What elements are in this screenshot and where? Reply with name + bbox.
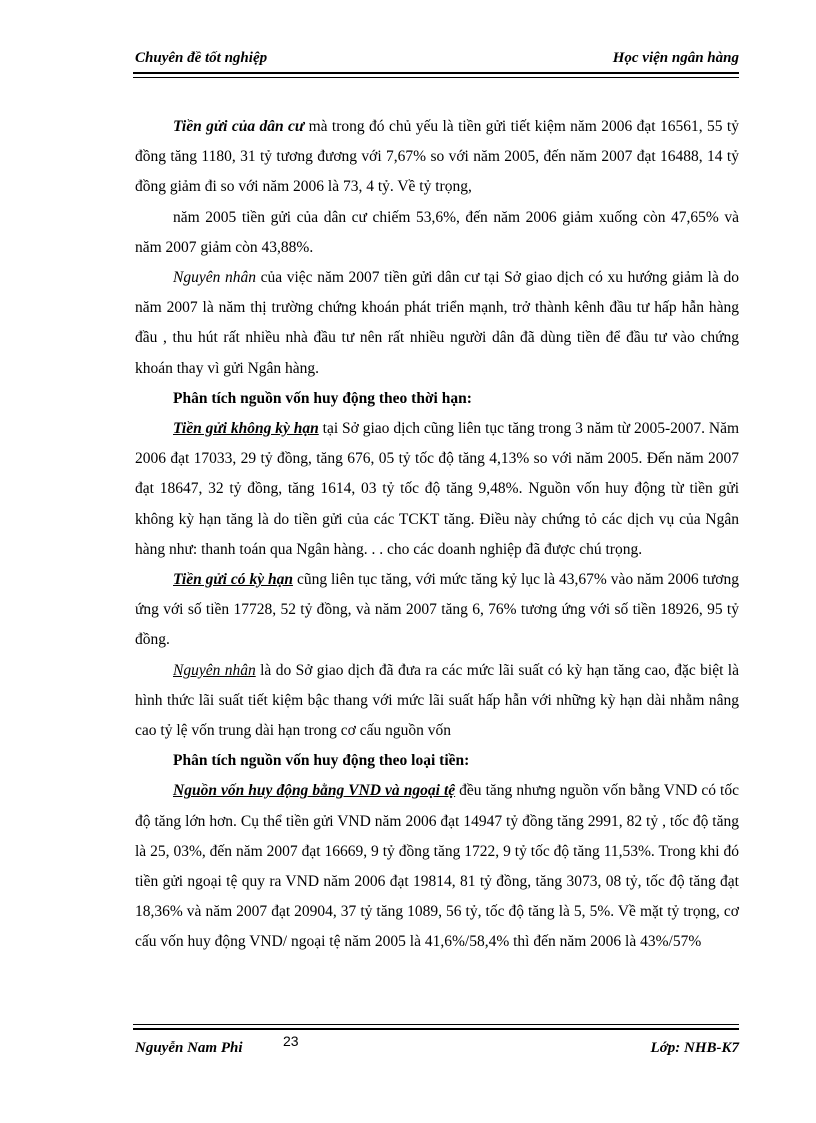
- paragraph-label: Nguồn vốn huy động bằng VND và ngoại tệ: [173, 782, 456, 800]
- paragraph-text: đều tăng nhưng nguồn vốn bằng VND có tốc độ tăng lớn hơn. Cụ thể tiền gửi VND năm 2006 đạt 14947 tỷ đồng tăng 2991, 82 tỷ , tốc độ tăng là 25, 03%, đến năm 2007 đạt 16669, 9 tỷ đồng tăng 1722, 9 tỷ tốc độ tăng 11,53%. Trong khi đó tiền gửi ngoại tệ quy ra VND năm 2006 đạt 19814, 81 tỷ đồng, tăng 3073, 08 tỷ, tốc độ tăng đạt 18,36% và năm 2007 đạt 20904, 37 tỷ tăng 1089, 56 tỷ, tốc độ tăng là 5, 5%. Về mặt tỷ trọng, cơ cấu vốn huy động VND/ ngoại tệ năm 2005 là 41,6%/58,4% thì đến năm 2006 là 43%/57%: [135, 782, 739, 951]
- paragraph-reason-2: [135, 656, 739, 747]
- paragraph-proportion: [135, 203, 739, 263]
- paragraph-residents-deposits: [135, 112, 739, 203]
- footer-author: Nguyễn Nam Phi: [135, 1040, 243, 1056]
- paragraph-demand-deposits: [135, 414, 739, 565]
- document-body: [135, 112, 739, 958]
- section-heading-term: Phân tích nguồn vốn huy động theo thời hạn:: [173, 389, 472, 407]
- footer-rule-thin: [133, 1024, 739, 1025]
- paragraph-text: năm 2005 tiền gửi của dân cư chiếm 53,6%, đến năm 2006 giảm xuống còn 47,65% và năm 2007 giảm còn 43,88%.: [135, 208, 739, 256]
- paragraph-label: Tiền gửi của dân cư: [173, 118, 305, 135]
- paragraph-text: cũng liên tục tăng, với mức tăng kỷ lục là 43,67% vào năm 2006 tương ứng với số tiền 17728, 52 tỷ đồng, và năm 2007 tăng 6, 76% tương ứng với số tiền 18926, 95 tỷ đồng.: [135, 571, 739, 649]
- header-title: Chuyên đề tốt nghiệp: [135, 50, 268, 66]
- paragraph-text: mà trong đó chủ yếu là tiền gửi tiết kiệm năm 2006 đạt 16561, 55 tỷ đồng tăng 1180, 31 tỷ tương đương với 7,67% so với năm 2005, đến năm 2007 đạt 16488, 14 tỷ đồng giảm đi so với năm 2006 là 73, 4 tỷ. Về tỷ trọng,: [135, 118, 739, 196]
- page-footer: [133, 1024, 739, 1064]
- paragraph-label: Nguyên nhân: [173, 661, 256, 679]
- footer-rule-thick: [133, 1028, 739, 1030]
- header-institution: Học viện ngân hàng: [612, 50, 739, 66]
- paragraph-vnd-foreign: [135, 776, 739, 957]
- paragraph-reason-1: [135, 263, 739, 384]
- paragraph-label: Nguyên nhân: [173, 269, 256, 287]
- paragraph-text: của việc năm 2007 tiền gửi dân cư tại Sở giao dịch có xu hướng giảm là do năm 2007 là năm thị trường chứng khoán phát triển mạnh, trở thành kênh đầu tư hấp hẫn hàng đầu , thu hút rất nhiều nhà đầu tư nên rất nhiều người dân đã dùng tiền để đầu tư vào chứng khoán thay vì gửi Ngân hàng.: [135, 269, 739, 377]
- page-header: [133, 46, 739, 74]
- page-number: 23: [283, 1033, 299, 1049]
- header-rule-thin: [133, 77, 739, 78]
- paragraph-term-deposits: [135, 565, 739, 656]
- paragraph-label: Tiền gửi không kỳ hạn: [173, 420, 319, 438]
- paragraph-text: là do Sở giao dịch đã đưa ra các mức lãi suất có kỳ hạn tăng cao, đặc biệt là hình thức lãi suất tiết kiệm bậc thang với mức lãi suất hấp hẫn với những kỳ hạn dài nhằm nâng cao tỷ lệ vốn trung dài hạn trong cơ cấu nguồn vốn: [135, 661, 739, 740]
- header-rule-thick: [133, 72, 739, 74]
- section-heading-currency: Phân tích nguồn vốn huy động theo loại tiền:: [173, 752, 470, 770]
- footer-class: Lớp: NHB-K7: [650, 1040, 739, 1056]
- paragraph-label: Tiền gửi có kỳ hạn: [173, 571, 294, 589]
- paragraph-text: tại Sở giao dịch cũng liên tục tăng trong 3 năm từ 2005-2007. Năm 2006 đạt 17033, 29 tỷ đồng, tăng 676, 05 tỷ tốc độ tăng 4,13% so với năm 2005. Đến năm 2007 đạt 18647, 32 tỷ đồng, tăng 1614, 03 tỷ tốc độ tăng 9,48%. Nguồn vốn huy động từ tiền gửi không kỳ hạn tăng là do tiền gửi của các TCKT tăng. Điều này chứng tỏ các dịch vụ của Ngân hàng như: thanh toán qua Ngân hàng. . . cho các doanh nghiệp đã được chú trọng.: [135, 420, 740, 558]
